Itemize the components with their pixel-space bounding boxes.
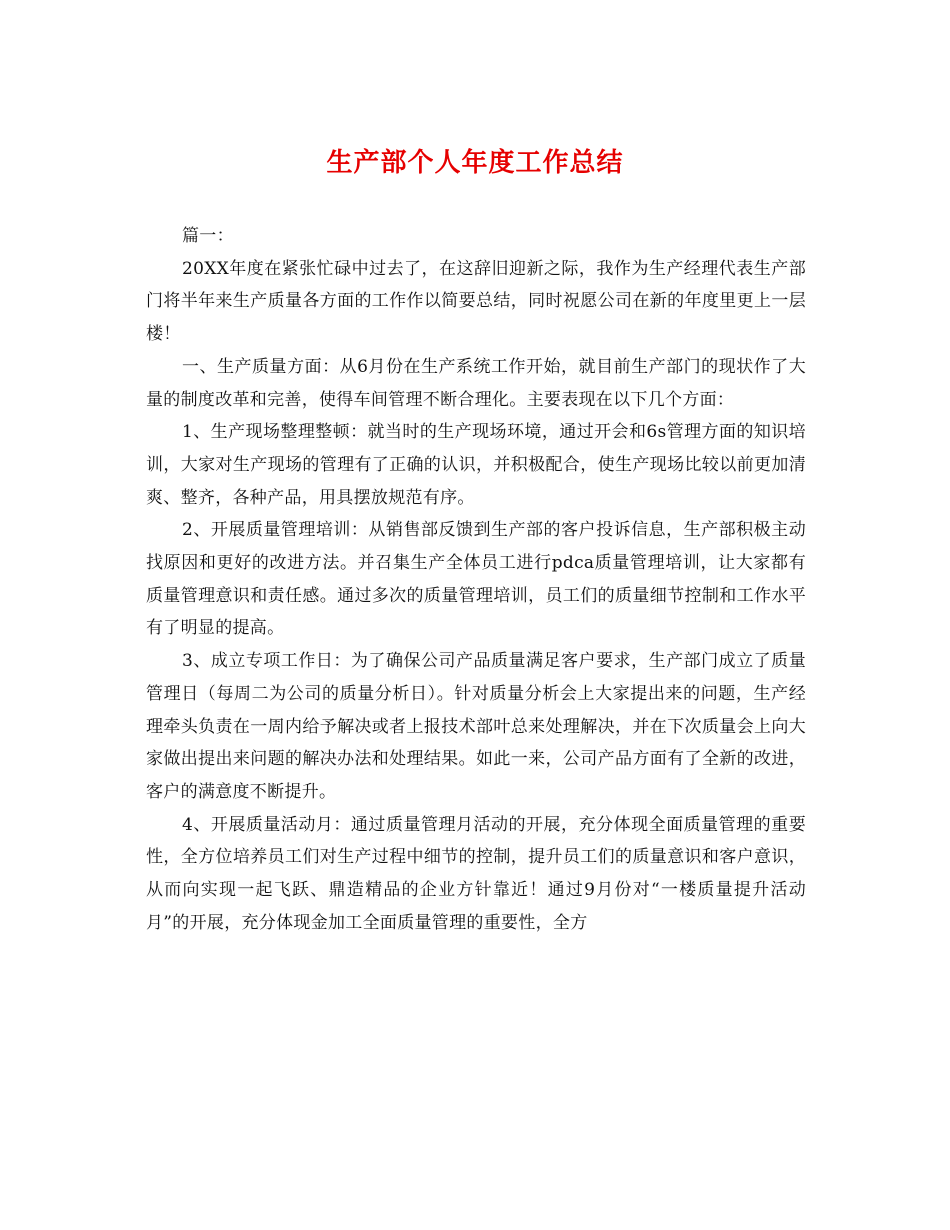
paragraph-intro: 20XX年度在紧张忙碌中过去了，在这辞旧迎新之际，我作为生产经理代表生产部门将半年来生产质量各方面的工作作以简要总结，同时祝愿公司在新的年度里更上一层楼！ [146, 258, 806, 345]
paragraph-heading: 篇一： [182, 226, 234, 246]
paragraph-section-1: 一、生产质量方面：从6月份在生产系统工作开始，就目前生产部门的现状作了大量的制度改革和完善，使得车间管理不断合理化。主要表现在以下几个方面： [146, 356, 806, 410]
document-body [146, 220, 806, 939]
paragraph-item-1: 1、生产现场整理整顿：就当时的生产现场环境，通过开会和6s管理方面的知识培训，大家对生产现场的管理有了正确的认识，并积极配合，使生产现场比较以前更加清爽、整齐，各种产品，用具摆放规范有序。 [146, 422, 806, 508]
document-title: 生产部个人年度工作总结 [326, 148, 624, 178]
paragraph-item-3: 3、成立专项工作日：为了确保公司产品质量满足客户要求，生产部门成立了质量管理日（每周二为公司的质量分析日）。针对质量分析会上大家提出来的问题，生产经理牵头负责在一周内给予解决或者上报技术部叶总来处理解决，并在下次质量会上向大家做出提出来问题的解决办法和处理结果。如此一来，公司产品方面有了全新的改进，客户的满意度不断提升。 [146, 651, 806, 802]
paragraph-item-4: 4、开展质量活动月：通过质量管理月活动的开展，充分体现全面质量管理的重要性，全方位培养员工们对生产过程中细节的控制，提升员工们的质量意识和客户意识，从而向实现一起飞跃、鼎造精品的企业方针靠近！通过9月份对“一楼质量提升活动月”的开展，充分体现金加工全面质量管理的重要性，全方 [146, 814, 806, 933]
paragraph-item-2: 2、开展质量管理培训：从销售部反馈到生产部的客户投诉信息，生产部积极主动找原因和更好的改进方法。并召集生产全体员工进行pdca质量管理培训，让大家都有质量管理意识和责任感。通过多次的质量管理培训，员工们的质量细节控制和工作水平有了明显的提高。 [146, 520, 806, 639]
